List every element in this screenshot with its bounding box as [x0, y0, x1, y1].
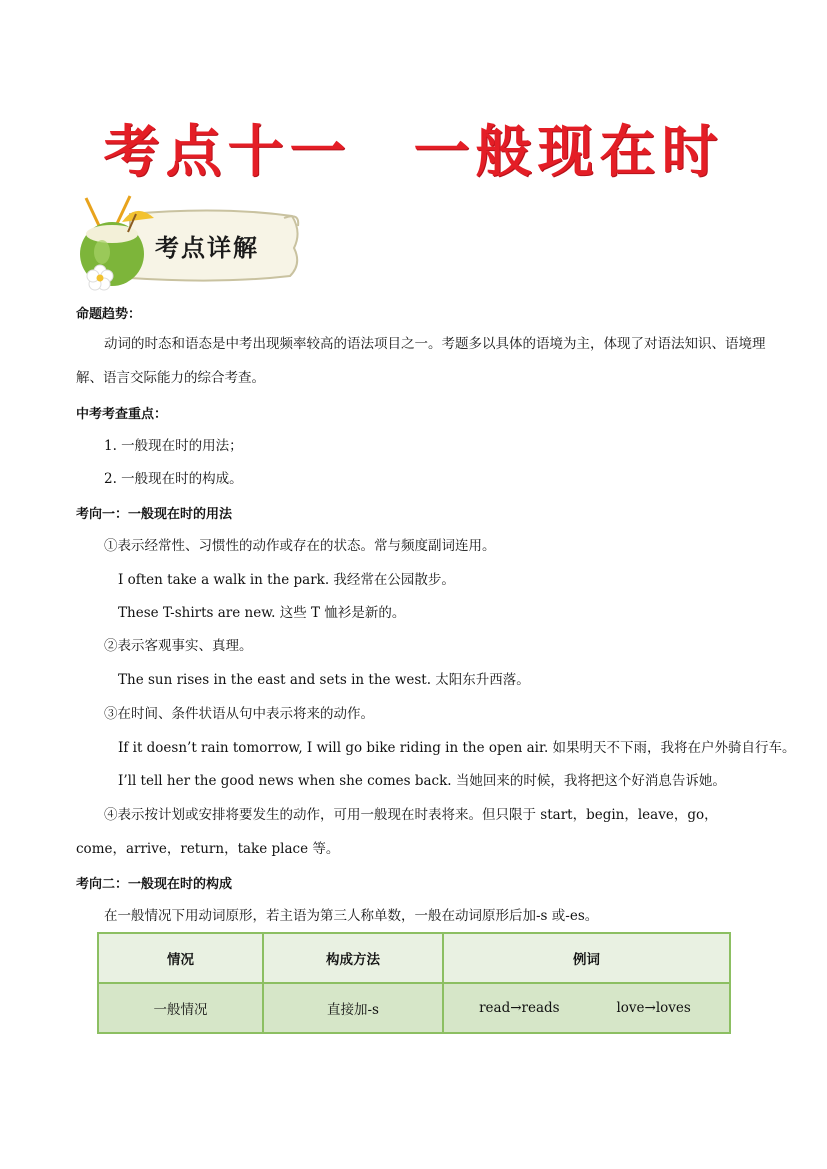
usage-example-1a: I often take a walk in the park. 我经常在公园散步。: [118, 572, 455, 588]
usage-example-3b: I’ll tell her the good news when she comes back. 当她回来的时候，我将把这个好消息告诉她。: [118, 773, 726, 789]
form-heading: 考向二：一般现在时的构成: [76, 877, 233, 892]
table-cell-case: 一般情况: [98, 983, 263, 1033]
form-intro: 在一般情况下用动词原形，若主语为第三人称单数，一般在动词原形后加-s 或-es。: [104, 908, 599, 924]
example-word-1: read→reads: [479, 1000, 560, 1016]
table-row: [98, 983, 730, 1033]
example-word-2: love→loves: [616, 1000, 691, 1016]
formation-table: [97, 932, 731, 1034]
trend-heading: 命题趋势：: [76, 307, 142, 322]
table-header-case: 情况: [98, 933, 263, 983]
trend-text: 动词的时态和语态是中考出现频率较高的语法项目之一。考题多以具体的语境为主，体现了对语法知识、语境理解、语言交际能力的综合考查。: [76, 336, 766, 386]
table-header-row: [98, 933, 730, 983]
usage-example-3a: If it doesn’t rain tomorrow, I will go bike riding in the open air. 如果明天不下雨，我将在户外骑自行车。: [118, 740, 796, 756]
table-cell-examples: [443, 983, 730, 1033]
usage-heading: 考向一：一般现在时的用法: [76, 507, 233, 522]
usage-rule-4: ④表示按计划或安排将要发生的动作，可用一般现在时表将来。但只限于 start，begin，leave，go，come，arrive，return，take place 等。: [76, 807, 718, 857]
usage-rule-1: ①表示经常性、习惯性的动作或存在的状态。常与频度副词连用。: [104, 538, 496, 554]
table-header-method: 构成方法: [263, 933, 443, 983]
table-header-examples: 例词: [443, 933, 730, 983]
focus-item-1: 1. 一般现在时的用法；: [104, 438, 243, 454]
table-cell-method: 直接加-s: [263, 983, 443, 1033]
usage-rule-2: ②表示客观事实、真理。: [104, 638, 253, 654]
section-banner-label: 考点详解: [155, 234, 259, 262]
page-title: 考点十一 一般现在时: [103, 120, 724, 185]
usage-rule-3: ③在时间、条件状语从句中表示将来的动作。: [104, 706, 374, 722]
usage-example-2a: The sun rises in the east and sets in the west. 太阳东升西落。: [118, 672, 530, 688]
usage-example-1b: These T-shirts are new. 这些 T 恤衫是新的。: [118, 605, 406, 621]
focus-item-2: 2. 一般现在时的构成。: [104, 471, 243, 487]
focus-heading: 中考考查重点：: [76, 407, 168, 422]
